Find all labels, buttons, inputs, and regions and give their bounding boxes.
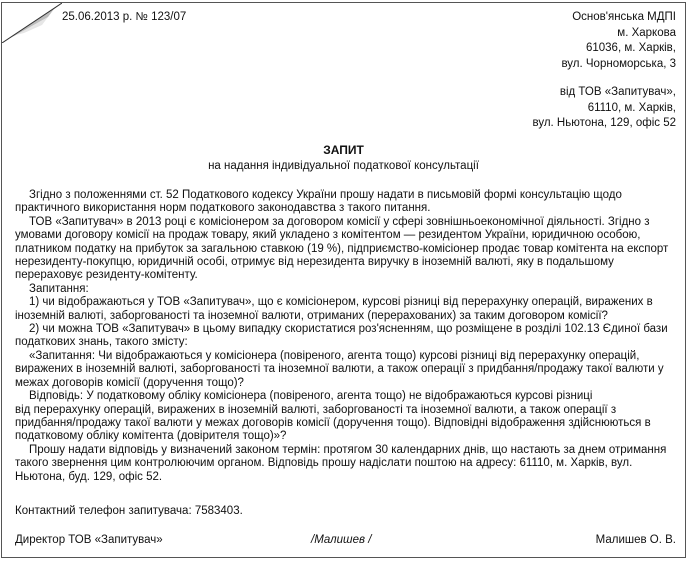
document-body xyxy=(15,189,677,484)
document-title: ЗАПИТ xyxy=(323,143,364,157)
sender-line: вул. Ньютона, 129, офіс 52 xyxy=(532,117,676,129)
document-page xyxy=(1,2,686,558)
signature-name: Малишев О. В. xyxy=(595,534,676,546)
document-reference: 25.06.2013 р. № 123/07 xyxy=(62,11,187,23)
signature-position: Директор ТОВ «Запитувач» xyxy=(15,534,163,546)
quoted-paragraph: «Запитання: Чи відображаються у комісіонера (повіреного, агента тощо) курсові різниці від перерахунку операцій, виражених в іноземній валюті, заборгованості та іноземної валюти, а також операції з придбання/продажу такої валюти у межах договорів комісії (доручення тощо)? xyxy=(15,349,664,389)
recipient-line: м. Харкова xyxy=(617,26,676,39)
recipient-line: 61036, м. Харків, xyxy=(585,42,676,54)
paragraph: Запитання: xyxy=(29,282,89,295)
paragraph: 1) чи відображаються у ТОВ «Запитувач», що є комісіонером, курсові різниці від перерахунку операцій, виражених в іноземній валюті, заборгованості та іноземної валюти, отриманих (перерахованих) за таким договором комісії? xyxy=(15,296,653,322)
document-subtitle: на надання індивідуальної податкової консультації xyxy=(208,160,479,172)
paragraph: 2) чи можна ТОВ «Запитувач» в цьому випадку скористатися роз'ясненням, що розміщене в розділі 102.13 Єдиної бази податкових знань, такого змісту: xyxy=(15,323,668,349)
sender-line: від ТОВ «Запитувач», xyxy=(559,86,676,98)
paragraph: ТОВ «Запитувач» в 2013 році є комісіонером за договором комісії у сфері зовнішньоекономічної діяльності. Згідно з умовами договору комісії на продаж товару, який укладено з комітентом — резидентом України, юридичною особою, платником податку на прибуток за загальною ставкою (19 %), підприємство-комісіонер продає товар комітента на експорт нерезиденту-покупцю, юридичній особі, отримує від нерезидента виручку в іноземній валюті, яку в подальшому перераховує резиденту-комітенту. xyxy=(15,215,669,282)
signature-sign: /Малишев / xyxy=(311,534,372,546)
contact-phone: Контактний телефон запитувача: 7583403. xyxy=(15,505,243,517)
quoted-paragraph: від перерахунку операцій, виражених в іноземній валюті, заборгованості та іноземної валюти, а також операції з придбання/продажу такої валюти у межах договорів комісії (доручення тощо). Відповідні відображення здійснюються в податковому обліку комітента (довірителя тощо)»? xyxy=(15,403,651,443)
sender-line: 61110, м. Харків, xyxy=(587,101,676,114)
page-curl-icon xyxy=(2,3,62,43)
recipient-address xyxy=(561,10,676,72)
paragraph: Прошу надати відповідь у визначений законом термін: протягом 30 календарних днів, що настають за днем отримання такого звернення цим контролюючим органом. Відповідь прошу надіслати поштою на адресу: 61110, м. Харків, вул. Ньютона, буд. 129, офіс 52. xyxy=(15,443,667,483)
paragraph: Згідно з положеннями ст. 52 Податкового кодексу України прошу надати в письмовій формі консультацію щодо практичного використання норм податкового законодавства з такого питання. xyxy=(15,189,622,215)
recipient-line: вул. Чорноморська, 3 xyxy=(561,57,676,70)
sender-address xyxy=(532,85,676,132)
quoted-paragraph: Відповідь: У податковому обліку комісіонера (повіреного, агента тощо) не відображаються курсові різниці xyxy=(29,390,593,403)
recipient-line: Основ'янська МДПІ xyxy=(572,11,676,23)
